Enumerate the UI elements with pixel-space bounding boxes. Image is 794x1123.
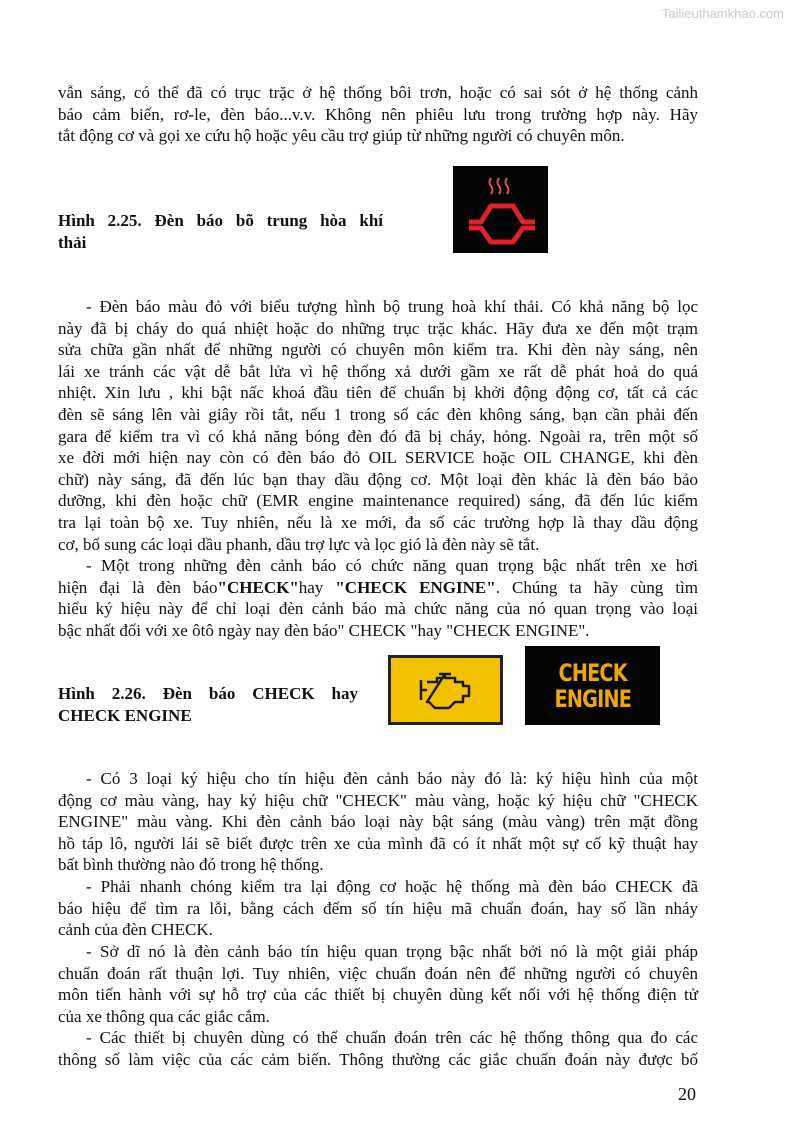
check-engine-text-icon <box>525 646 660 725</box>
text-line <box>58 577 698 599</box>
text-line: hiểu ký hiệu này để chỉ loại đèn cảnh báo mà chức năng của nó quan trọng vào loại <box>58 599 698 619</box>
text-line: thông số làm việc của các cảm biến. Thông thường các giắc chuẩn đoán này được bố <box>58 1049 698 1069</box>
text-line: hồ táp lô, người lái sẽ biết được trên xe của mình đã có ít nhất một sự cố kỹ thuật hay <box>58 833 698 853</box>
paragraph-1 <box>58 82 698 147</box>
text-line: bất bình thường nào đó trong hệ thống. <box>58 855 324 875</box>
page-number: 20 <box>678 1084 696 1104</box>
text-line: sửa chữa gần nhất để những người có chuyên môn kiểm tra. Khi đèn này sáng, nên <box>58 340 698 360</box>
text-line: cơ, bổ sung các loại dầu phanh, dầu trợ lực và lọc gió là đèn này sẽ tắt. <box>58 534 540 554</box>
text-segment: hay <box>298 577 336 597</box>
text-line: chuẩn đoán rất thuận lợi. Tuy nhiên, việc chuẩn đoán nên để những người có chuyên <box>58 963 698 983</box>
text-line: - Một trong những đèn cảnh báo có chức năng quan trọng bậc nhất trên xe hơi <box>86 556 698 575</box>
text-line: của xe thông qua các giắc cắm. <box>58 1006 270 1026</box>
paragraph-7 <box>58 1027 698 1070</box>
text-line: - Đèn báo màu đỏ với biểu tượng hình bộ trung hoà khí thải. Có khả năng bộ lọc <box>86 297 698 316</box>
figure-2-26-caption <box>58 683 358 726</box>
text-segment: hiện đại là đèn báo <box>58 577 218 597</box>
text-line: - Các thiết bị chuyên dùng có thể chuẩn đoán trên các hệ thống thông qua đo các <box>86 1028 698 1047</box>
text-line: - Có 3 loại ký hiệu cho tín hiệu đèn cảnh báo này đó là: ký hiệu hình của một <box>86 769 698 788</box>
text-line: báo hiệu để tìm ra lỗi, bằng cách đếm số tín hiệu mã chuẩn đoán, hay số lần nháy <box>58 898 698 918</box>
paragraph-2 <box>58 296 698 555</box>
text-line: Hình 2.25. Đèn báo bõ trung hòa khí <box>58 211 383 230</box>
text-line: Hình 2.26. Đèn báo CHECK hay <box>58 684 358 703</box>
text-line: này đã bị cháy do quá nhiệt hoặc do những trục trặc khác. Hãy đưa xe đến một trạm <box>58 318 698 338</box>
check-engine-word-2: ENGINE <box>554 684 631 713</box>
text-segment: . Chúng ta hãy cùng tìm <box>495 577 698 597</box>
text-line: xe đời mới hiện nay còn có đèn báo đỏ OIL SERVICE hoặc OIL CHANGE, khi đèn <box>58 448 698 468</box>
text-line: dưỡng, khi đèn hoặc chữ (EMR engine maintenance required) sáng, đã đến lúc kiểm <box>58 491 698 511</box>
text-line: chữ) này sáng, đã đến lúc bạn thay dầu động cơ. Một loại đèn khác là đèn báo bảo <box>58 469 698 489</box>
text-line: lái xe tránh các vật dễ bắt lửa vì hệ thống xả dưới gầm xe rất dễ phát hoả do quá <box>58 361 698 381</box>
bold-text: "CHECK ENGINE" <box>335 577 496 597</box>
paragraph-6 <box>58 941 698 1027</box>
text-line: bậc nhất đối với xe ôtô ngày nay đèn báo" CHECK "hay "CHECK ENGINE". <box>58 620 590 640</box>
watermark: Tailieuthamkhao.com <box>661 6 784 21</box>
text-line: vẫn sáng, có thể đã có trục trặc ở hệ thống bôi trơn, hoặc có sai sót ở hệ thống cảnh <box>58 83 698 102</box>
text-line: tắt động cơ và gọi xe cứu hộ hoặc yêu cầu trợ giúp từ những người có chuyên môn. <box>58 126 625 146</box>
engine-warning-icon <box>388 655 503 725</box>
text-line: ENGINE" màu vàng. Khi đèn cảnh báo loại này bật sáng (màu vàng) trên mặt đồng <box>58 812 698 832</box>
catalytic-converter-warning-icon <box>453 166 548 253</box>
text-line: cảnh của đèn CHECK. <box>58 920 213 940</box>
text-line: môn tiến hành với sự hỗ trợ của các thiết bị chuyên dùng kết nối với hệ thống điện tử <box>58 985 698 1005</box>
paragraph-4 <box>58 768 698 876</box>
check-engine-word-1: CHECK <box>558 658 627 687</box>
text-line: CHECK ENGINE <box>58 705 192 725</box>
text-line: - Phải nhanh chóng kiểm tra lại động cơ hoặc hệ thống mà đèn báo CHECK đã <box>86 877 698 896</box>
text-line: đèn sẽ sáng lên vài giây rồi tắt, nếu 1 trong số các đèn không sáng, bạn cần phải đến <box>58 404 698 424</box>
text-line: thải <box>58 232 87 252</box>
text-line: động cơ màu vàng, hay ký hiệu chữ "CHECK" màu vàng, hoặc ký hiệu chữ "CHECK <box>58 790 698 810</box>
text-line: báo cảm biến, rơ-le, đèn báo...v.v. Không nên phiêu lưu trong trường hợp này. Hãy <box>58 104 698 124</box>
figure-2-25-caption <box>58 210 383 253</box>
bold-text: "CHECK" <box>217 577 299 597</box>
paragraph-5 <box>58 876 698 941</box>
text-line: nhiệt. Xin lưu , khi bật nấc khoá đầu tiên để chuẩn bị khởi động động cơ, tất cả các <box>58 383 698 403</box>
text-line: gara để kiểm tra vì có khả năng bóng đèn đó đã bị cháy, hỏng. Ngoài ra, trên một số <box>58 426 698 446</box>
text-line: - Sở dĩ nó là đèn cảnh báo tín hiệu quan trọng bậc nhất bởi nó là một giải pháp <box>86 942 698 961</box>
paragraph-3 <box>58 555 698 641</box>
text-line: tra lại toàn bộ xe. Tuy nhiên, nếu là xe mới, đa số các trường hợp là thay dầu động <box>58 512 698 532</box>
